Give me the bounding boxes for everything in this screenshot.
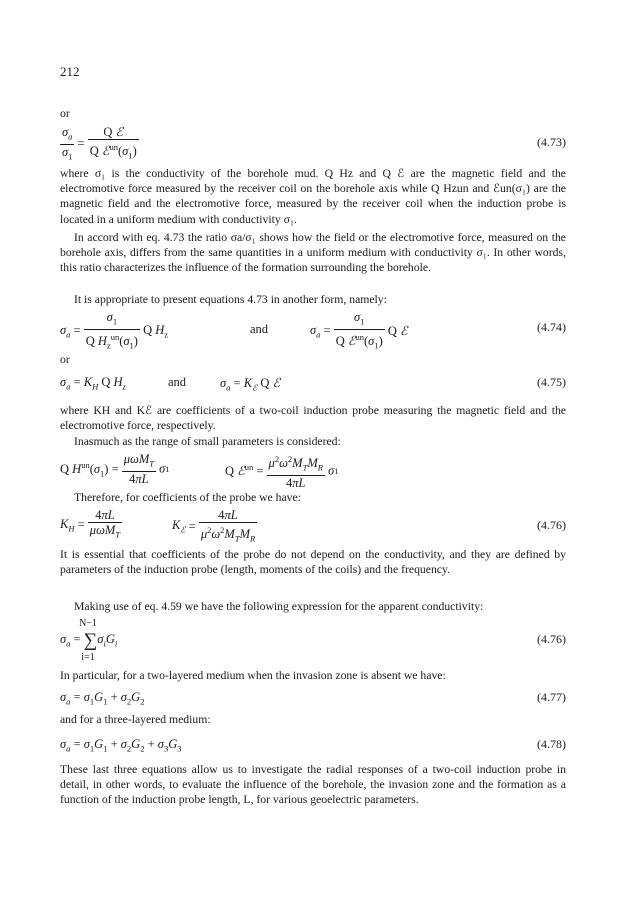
equation-4-76-coefficients: $K_H$ = $\frac{4\pi L}{\mu\omega M_T}$ $K_ℰ$ = $\frac{4\pi L}{\mu^2\omega^2M_TM_R}$ (4.76) xyxy=(60,508,566,544)
equation-4-75: $\sigma_a = K_H$ Q $H_z$ and $\sigma_a = K_ℰ$ Q ℰ (4.75) xyxy=(60,375,566,393)
paragraph-1: where σ₁ is the conductivity of the borehole mud. Q Hz and Q ℰ are the magnetic field and the electromotive force measured by the receiver coil on the borehole axis while Q Hzun and ℰun(σ₁) are the magnetic field and the electromotive force, measured by the receiver coil when the induction probe is located in a uniform medium with conductivity σ₁. xyxy=(60,167,566,226)
word-or-2: or xyxy=(60,353,70,366)
word-or-1: or xyxy=(60,107,70,120)
eq-number-4-76-a: (4.76) xyxy=(537,518,566,532)
equation-4-77: $\sigma_a = \sigma_1G_1 + \sigma_2G_2$ (4.77) xyxy=(60,690,566,707)
equation-small-parameters: Q $H^{un}(\sigma_1)$ = $\frac{\mu\omega M_T}{4\pi L}$ σ1 Q ℰ$^{un}$ = $\frac{\mu^2\omega^2M_TM_R}{4\pi L}$ σ1 xyxy=(60,452,339,490)
paragraph-5: Inasmuch as the range of small parameters is considered: xyxy=(74,435,341,448)
paragraph-6: Therefore, for coefficients of the probe we have: xyxy=(74,491,301,504)
and-word-1: and xyxy=(250,322,269,336)
paragraph-3: It is appropriate to present equations 4.73 in another form, namely: xyxy=(74,293,387,306)
eq-number-4-78: (4.78) xyxy=(537,737,566,751)
and-word-2: and xyxy=(168,375,187,389)
eq-number-4-75: (4.75) xyxy=(537,375,566,389)
paragraph-9: In particular, for a two-layered medium when the invasion zone is absent we have: xyxy=(60,669,446,682)
equation-4-73: $\frac{\sigma_a}{\sigma_1}$ = $\frac{\text{Q ℰ}}{Q ℰ^{un}(\sigma_1)}$ (4.73) xyxy=(62,125,566,161)
eq-number-4-74: (4.74) xyxy=(537,320,566,334)
paragraph-8: Making use of eq. 4.59 we have the following expression for the apparent conductivity: xyxy=(74,600,484,613)
eq-number-4-73: (4.73) xyxy=(537,135,566,149)
paragraph-7: It is essential that coefficients of the probe do not depend on the conductivity, and they are defined by parameters of the induction probe (length, moments of the coils) and the frequency. xyxy=(60,548,566,577)
equation-4-76-sum: N−1 $\sigma_a = \sum\sigma_iG_i$ i=1 (4.76) xyxy=(60,618,566,663)
page-number: 212 xyxy=(60,64,80,79)
eq-number-4-76-b: (4.76) xyxy=(537,632,566,646)
eq-number-4-77: (4.77) xyxy=(537,690,566,704)
paragraph-10: and for a three-layered medium: xyxy=(60,713,211,726)
paragraph-2: In accord with eq. 4.73 the ratio σa/σ₁ shows how the field or the electromotive force, measured on the borehole axis, differs from the same quantities in a uniform medium with conductivity σ₁. In other words, this ratio characterizes the influence of the formation surrounding the borehole. xyxy=(60,231,566,275)
equation-4-78: $\sigma_a = \sigma_1G_1 + \sigma_2G_2 + \sigma_3G_3$ (4.78) xyxy=(60,737,566,754)
paragraph-11: These last three equations allow us to investigate the radial responses of a two-coil induction probe in detail, in other words, to evaluate the influence of the borehole, the invasion zone and the formation as a function of the induction probe length, L, for various geoelectric parameters. xyxy=(60,763,566,807)
equation-4-74: $\sigma_a$ = $\frac{\sigma_1}{Q H_z^{un}(\sigma_1)}$ Q $H_z$ and $\sigma_a$ = $\frac{\sigma_1}{Q ℰ^{un}(\sigma_1)}$ Q ℰ (4.74) xyxy=(60,310,566,351)
paragraph-4: where KH and Kℰ are coefficients of a two-coil induction probe measuring the magnetic field and the electromotive force, respectively. xyxy=(60,404,566,433)
